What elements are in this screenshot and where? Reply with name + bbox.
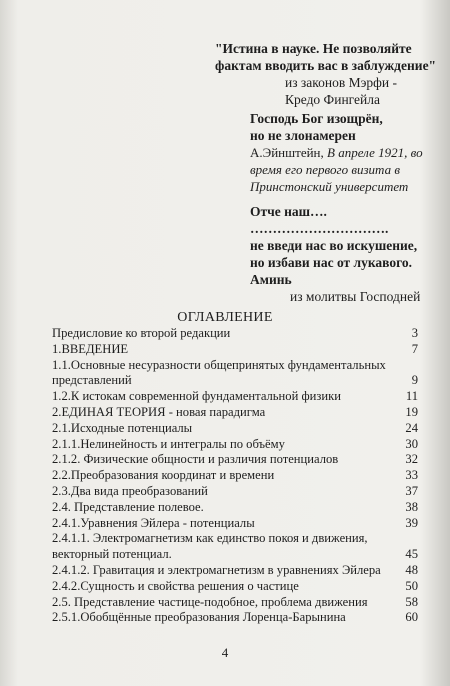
toc-entry-page: 33 (405, 468, 418, 483)
toc-entry-page: 45 (405, 547, 418, 562)
toc-entry-title: Предисловие ко второй редакции (52, 326, 231, 340)
toc-entry-page: 32 (405, 452, 418, 467)
toc-entry (52, 452, 420, 468)
toc-entry (52, 342, 420, 358)
toc-entry (52, 468, 420, 484)
epigraph-source: из молитвы Господней (290, 289, 421, 304)
epigraph-line: Отче наш…. (250, 204, 327, 219)
toc-entry-title: 2.4.1.Уравнения Эйлера - потенциалы (52, 515, 255, 530)
toc-entry (52, 484, 420, 500)
toc-entry-title: 2.ЕДИНАЯ ТЕОРИЯ - новая парадигма (52, 404, 266, 419)
toc-title: ОГЛАВЛЕНИЕ (177, 310, 273, 325)
toc-entry-title: 2.1.1.Нелинейность и интегралы по объёму (52, 436, 285, 451)
epigraph-line: "Истина в науке. Не позволяйте (215, 41, 412, 56)
epigraph-line: Господь Бог изощрён, (250, 111, 383, 126)
toc-entry (52, 563, 420, 579)
toc-entry (52, 516, 420, 532)
toc-entry-title: 2.4.2.Сущность и свойства решения о частице (52, 578, 299, 593)
toc-entry-title: 2.1.Исходные потенциалы (52, 420, 193, 435)
epigraph-line: Аминь (250, 272, 292, 287)
toc-entry (52, 610, 420, 626)
toc-entry-title: 2.5. Представление частице-подобное, проблема движения (52, 594, 368, 609)
toc-entry-page: 38 (405, 499, 418, 514)
toc-entry (52, 358, 420, 390)
epigraph-line: но не злонамерен (250, 128, 356, 143)
epigraph-author: А.Эйнштейн, (250, 145, 324, 160)
toc-entry (52, 531, 420, 563)
table-of-contents (52, 326, 420, 626)
toc-entry-page: 48 (405, 562, 418, 577)
toc-entry (52, 595, 420, 611)
epigraph-prayer (250, 203, 445, 305)
toc-entry-page: 50 (405, 578, 418, 593)
toc-entry (52, 579, 420, 595)
toc-entry-page: 19 (405, 404, 418, 419)
toc-entry-page: 9 (411, 373, 418, 388)
toc-entry (52, 500, 420, 516)
toc-entry-page: 24 (405, 420, 418, 435)
epigraph-line: не введи нас во искушение, (250, 238, 418, 253)
toc-entry (52, 326, 420, 342)
toc-entry (52, 437, 420, 453)
toc-entry-title: 2.4.1.2. Гравитация и электромагнетизм в уравнениях Эйлера (52, 562, 381, 577)
toc-entry-title: 2.2.Преобразования координат и времени (52, 468, 275, 483)
toc-entry-title: 2.5.1.Обобщённые преобразования Лоренца-Барынина (52, 610, 346, 625)
epigraph-einstein (250, 110, 445, 195)
epigraph-line: …………………………. (250, 221, 389, 236)
toc-entry-title: 2.4.1.1. Электромагнетизм как единство покоя и движения, векторный потенциал. (52, 531, 368, 562)
toc-entry-title: 2.1.2. Физические общности и различия потенциалов (52, 452, 339, 467)
toc-entry-page: 60 (405, 610, 418, 625)
toc-entry-page: 3 (411, 326, 418, 340)
toc-entry-title: 1.2.К истокам современной фундаментальной физики (52, 389, 341, 404)
toc-entry-page: 39 (405, 515, 418, 530)
toc-entry-page: 30 (405, 436, 418, 451)
toc-entry (52, 421, 420, 437)
toc-entry-page: 7 (411, 341, 418, 356)
epigraph-murphy (215, 40, 440, 108)
epigraph-attribution (250, 144, 445, 195)
epigraph-source: из законов Мэрфи - (285, 75, 397, 90)
epigraph-source: Кредо Фингейла (285, 92, 380, 107)
toc-entry-page: 37 (405, 483, 418, 498)
page-number: 4 (221, 645, 229, 660)
toc-entry-page: 11 (405, 389, 418, 404)
toc-entry-title: 2.4. Представление полевое. (52, 499, 204, 514)
toc-entry (52, 405, 420, 421)
epigraph-line: фактам вводить вас в заблуждение" (215, 58, 437, 73)
toc-entry-page: 58 (405, 594, 418, 609)
toc-entry-title: 1.ВВЕДЕНИЕ (52, 341, 129, 356)
toc-entry-title: 2.3.Два вида преобразований (52, 483, 208, 498)
epigraph-attribution-text: В апреле 1921, во время его первого визита в Принстонский университет (250, 145, 423, 194)
toc-entry-title: 1.1.Основные несуразности общепринятых фундаментальных представлений (52, 357, 386, 388)
epigraph-line: но избави нас от лукавого. (250, 255, 413, 270)
toc-entry (52, 389, 420, 405)
